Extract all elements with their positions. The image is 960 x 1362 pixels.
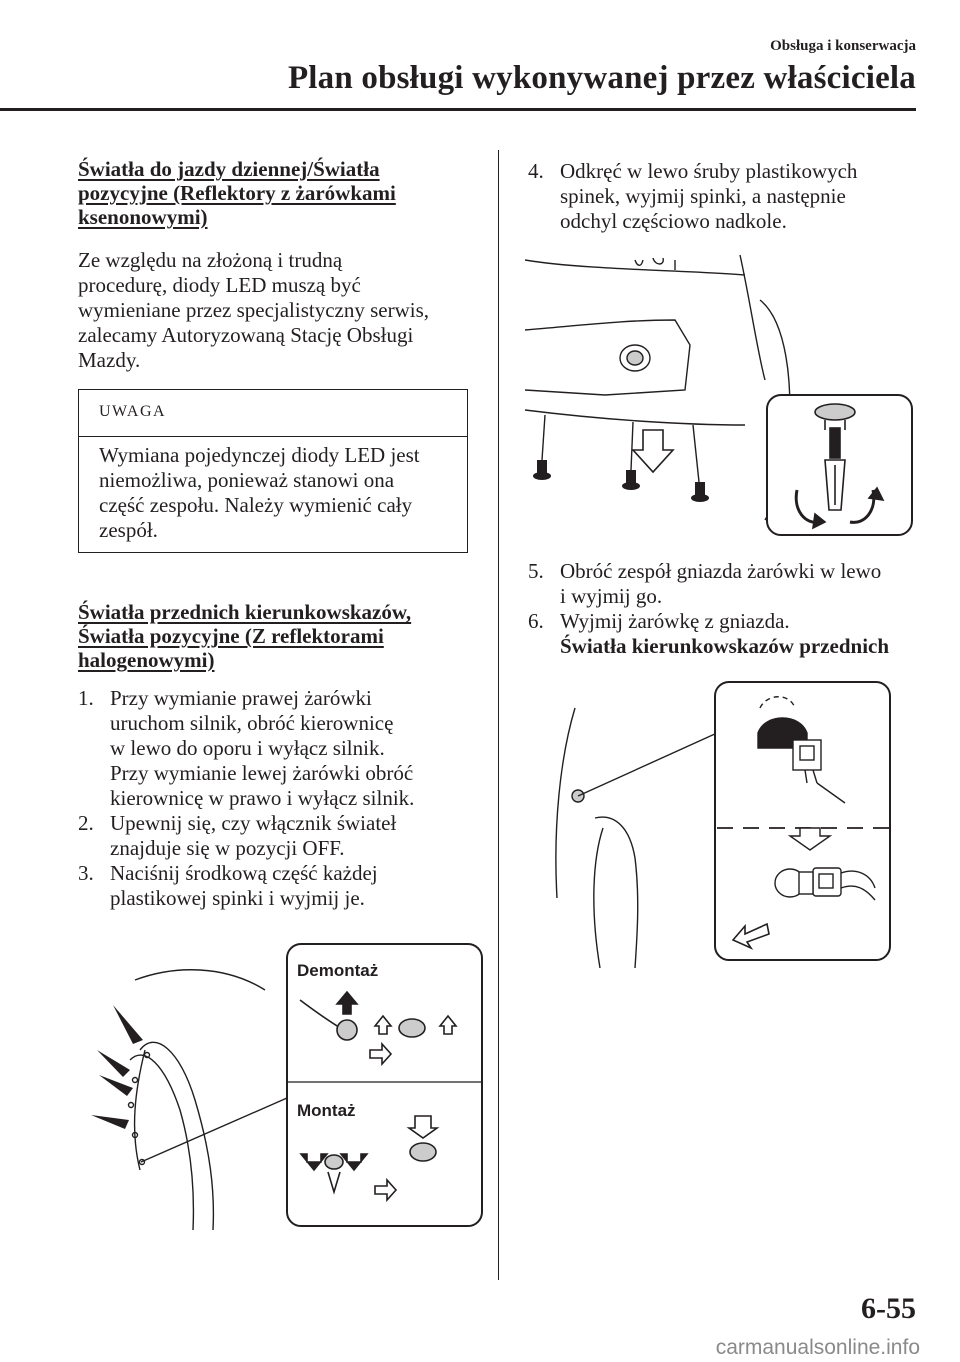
step-5 xyxy=(528,559,889,609)
step-line: uruchom silnik, obróć kierownicę xyxy=(110,711,394,735)
header-rule xyxy=(0,108,916,111)
paragraph-line: wymieniane przez specjalistyczny serwis, xyxy=(78,298,430,322)
steps-list-right-2 xyxy=(528,559,889,659)
step-line: Obróć zespół gniazda żarówki w lewo xyxy=(560,559,882,583)
section-header: Obsługa i konserwacja xyxy=(770,38,916,54)
step-3 xyxy=(78,861,414,911)
paragraph-line: zalecamy Autoryzowaną Stację Obsługi xyxy=(78,323,414,347)
label-remove: Demontaż xyxy=(297,961,379,980)
clip-figure xyxy=(85,940,485,1230)
step-line: plastikowej spinki i wyjmij je. xyxy=(110,886,365,910)
steps-list-right xyxy=(528,159,857,234)
step-line: Wyjmij żarówkę z gniazda. xyxy=(560,609,790,633)
watermark: carmanualsonline.info xyxy=(715,1336,920,1359)
step-subheading: Światła kierunkowskazów przednich xyxy=(560,634,890,658)
bulb-figure xyxy=(545,678,895,968)
heading-line: ksenonowymi) xyxy=(78,205,208,229)
step-line: kierownicę w prawo i wyłącz silnik. xyxy=(110,786,415,810)
step-line: i wyjmij go. xyxy=(560,584,663,608)
heading-turn-signals xyxy=(78,600,411,672)
page-title: Plan obsługi wykonywanej przez właściciela xyxy=(287,60,916,96)
note-title: UWAGA xyxy=(99,403,167,420)
step-2 xyxy=(78,811,414,861)
step-line: znajduje się w pozycji OFF. xyxy=(110,836,345,860)
note-body xyxy=(99,443,420,543)
fender-outline xyxy=(135,970,265,990)
step-1 xyxy=(78,686,414,811)
note-divider xyxy=(79,436,467,437)
screw-icons xyxy=(533,460,709,502)
heading-drl xyxy=(78,157,396,229)
page-number: 6-55 xyxy=(861,1292,916,1325)
note-line: zespół. xyxy=(99,518,158,542)
note-line: Wymiana pojedynczej diody LED jest xyxy=(99,443,420,467)
step-line: odchyl częściowo nadkole. xyxy=(560,209,787,233)
column-divider xyxy=(498,150,499,1280)
paragraph-line: procedurę, diody LED muszą być xyxy=(78,273,361,297)
note-line: niemożliwa, ponieważ stanowi ona xyxy=(99,468,395,492)
step-number: 6. xyxy=(528,609,544,633)
paragraph-line: Mazdy. xyxy=(78,348,141,372)
steps-list xyxy=(78,686,414,911)
step-number: 4. xyxy=(528,159,544,183)
note-line: część zespołu. Należy wymienić cały xyxy=(99,493,413,517)
fender-figure xyxy=(525,250,920,545)
step-number: 5. xyxy=(528,559,544,583)
heading-line: Światła pozycyjne (Z reflektorami xyxy=(78,624,384,648)
step-number: 3. xyxy=(78,861,94,885)
paragraph-line: Ze względu na złożoną i trudną xyxy=(78,248,343,272)
step-line: Przy wymianie prawej żarówki xyxy=(110,686,372,710)
label-install: Montaż xyxy=(297,1101,356,1120)
inset-panel xyxy=(715,682,890,960)
heading-line: pozycyjne (Reflektory z żarówkami xyxy=(78,181,396,205)
step-6 xyxy=(528,609,889,659)
paragraph-led xyxy=(78,248,429,373)
step-number: 1. xyxy=(78,686,94,710)
wheel-arch xyxy=(140,1042,213,1230)
step-4 xyxy=(528,159,857,234)
heading-line: Światła przednich kierunkowskazów, xyxy=(78,600,412,624)
step-line: spinek, wyjmij spinki, a następnie xyxy=(560,184,846,208)
step-number: 2. xyxy=(78,811,94,835)
heading-line: halogenowymi) xyxy=(78,648,215,672)
note-box xyxy=(78,389,468,553)
step-line: Naciśnij środkową część każdej xyxy=(110,861,378,885)
step-line: Odkręć w lewo śruby plastikowych xyxy=(560,159,858,183)
heading-line: Światła do jazdy dziennej/Światła xyxy=(78,157,380,181)
step-line: w lewo do oporu i wyłącz silnik. xyxy=(110,736,385,760)
inset-panel xyxy=(287,944,482,1226)
step-line: Upewnij się, czy włącznik świateł xyxy=(110,811,397,835)
step-line: Przy wymianie lewej żarówki obróć xyxy=(110,761,414,785)
